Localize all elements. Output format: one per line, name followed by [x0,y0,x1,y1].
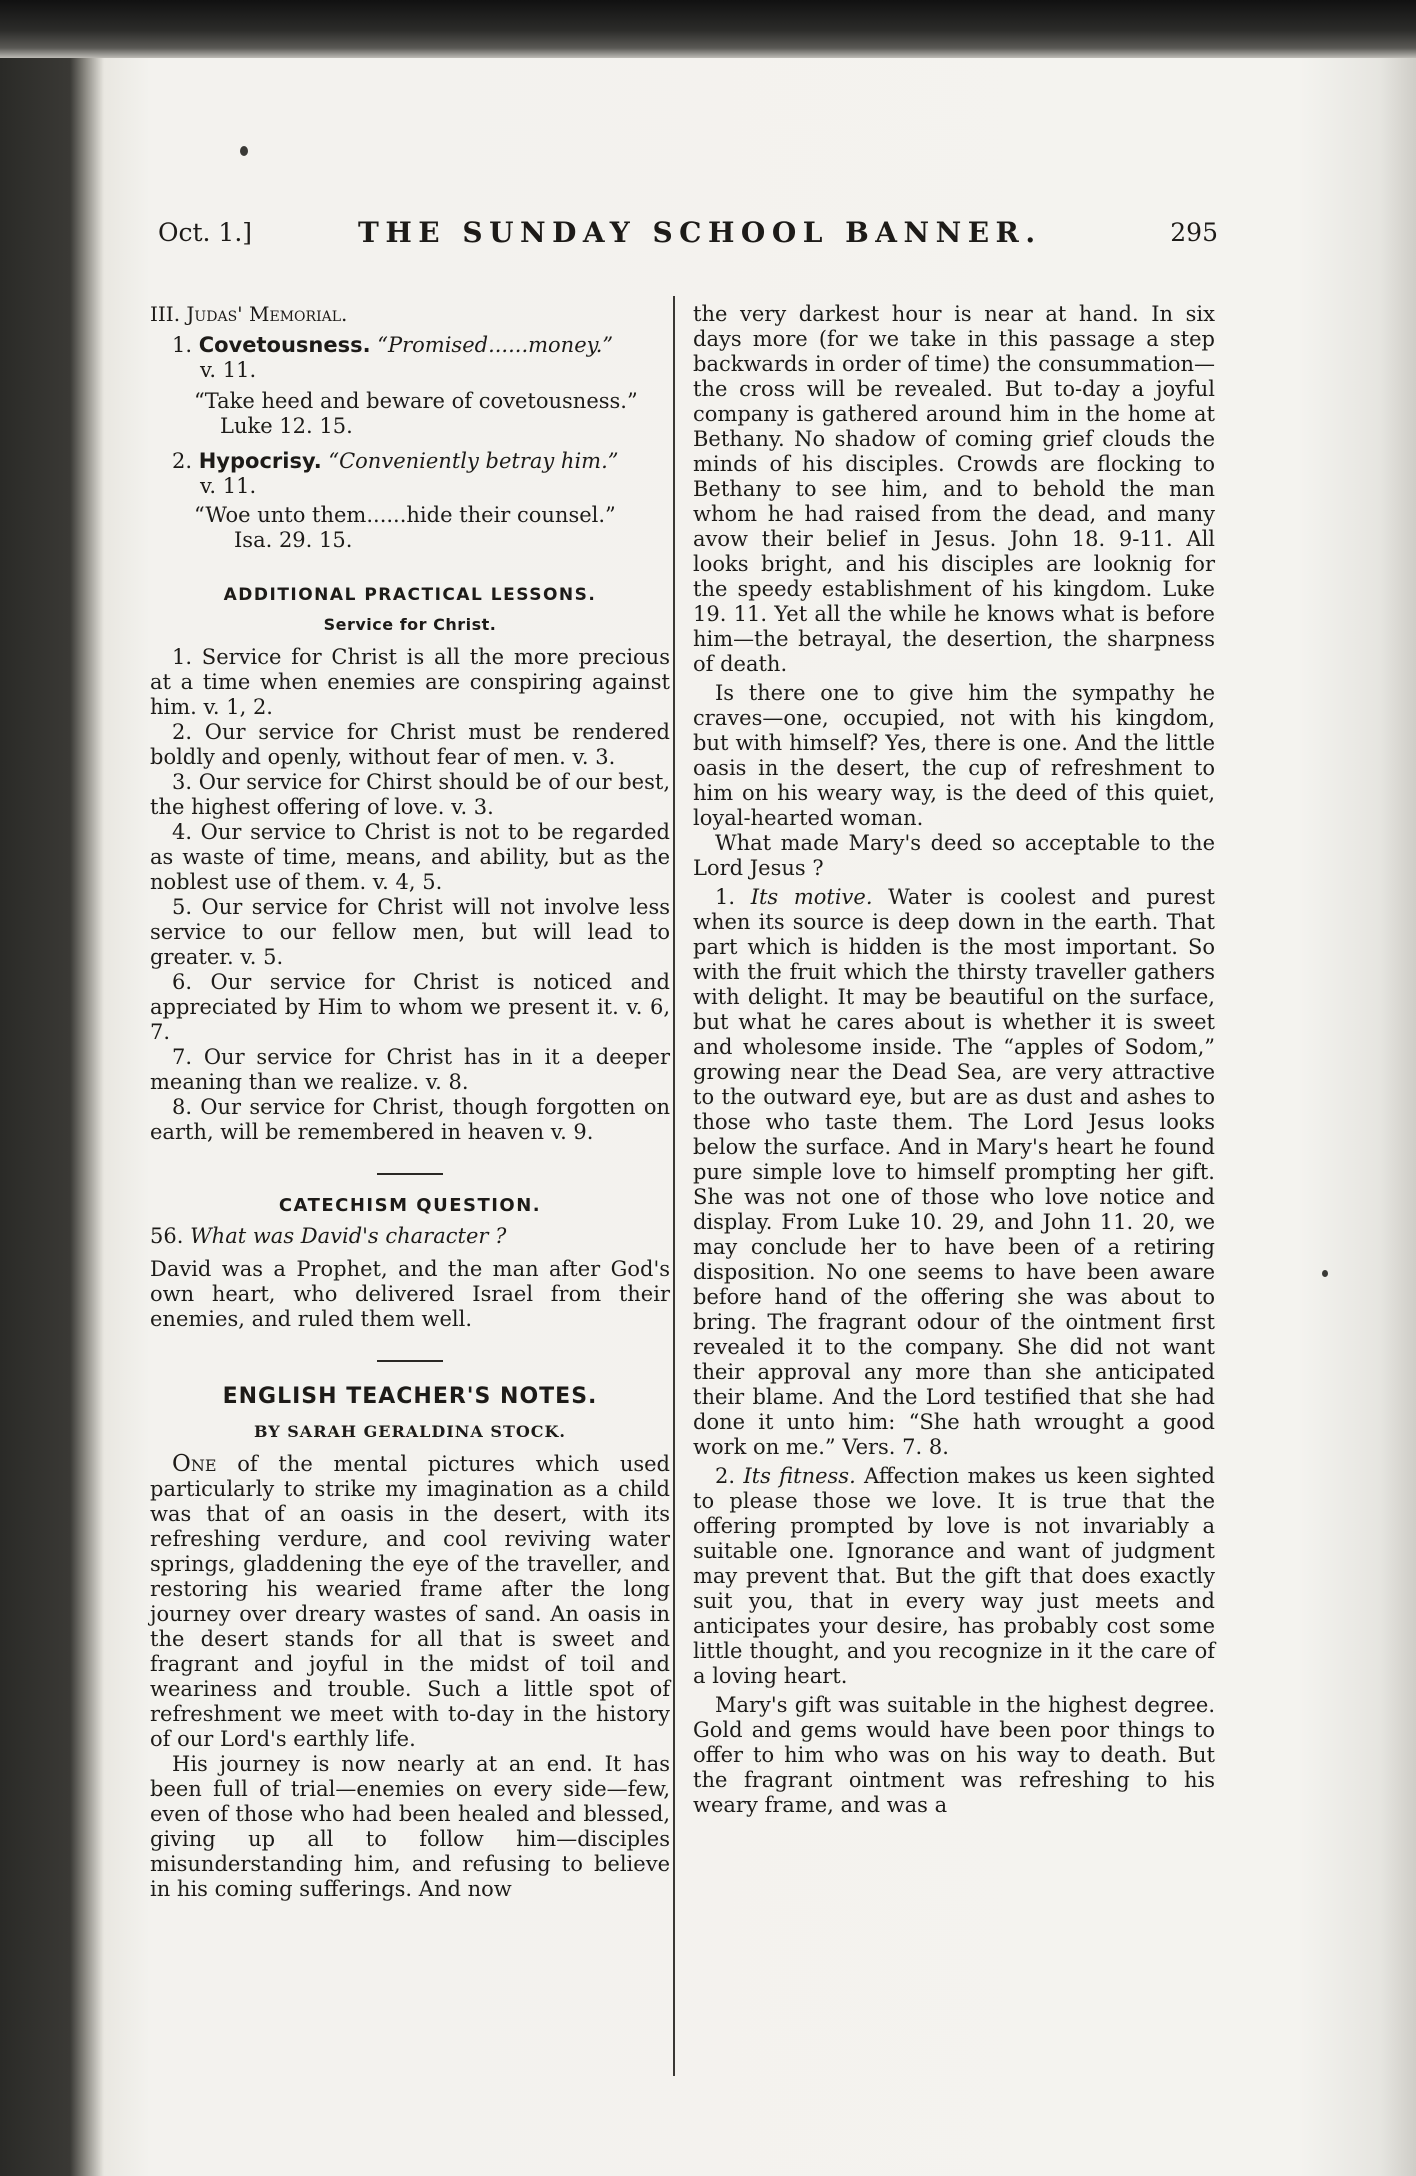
header-title: THE SUNDAY SCHOOL BANNER. [358,216,1042,249]
lesson-item: 7. Our service for Christ has in it a deeper meaning than we realize. v. 8. [150,1045,670,1094]
catechism-answer: David was a Prophet, and the man after God's own heart, who delivered Israel from their enemies, and ruled them well. [150,1257,670,1331]
section-rule [377,1360,443,1362]
header-date: Oct. 1.] [158,218,253,247]
notes-paragraph: His journey is now nearly at an end. It has been full of trial—enemies on every side—few, even of those who had been healed and blessed, giving up all to follow him—disciples misunderstanding him, and refusing to believe in his coming sufferings. And now [150,1752,670,1901]
lesson-item: 3. Our service for Chirst should be of our best, the highest offering of love. v. 3. [150,770,670,819]
notes-paragraph: 1. Its motive. Water is coolest and purest when its source is deep down in the earth. That part which is hidden is the most important. So with the fruit which the thirsty traveller gathers with delight. It may be beautiful on the surface, but what he cares about is whether it is sweet and wholesome inside. The “apples of Sodom,” growing near the Dead Sea, are very attractive to the outward eye, but are as dust and ashes to those who taste them. The Lord Jesus looks below the surface. And in Mary's heart he found pure simple love to himself prompting her gift. She was not one of those who love notice and display. From Luke 10. 29, and John 11. 20, we may conclude her to have been of a retiring disposition. No one seems to have been aware before hand of the offering she was about to bring. The fragrant odour of the ointment first revealed it to the company. She did not want their approval any more than she anticipated their blame. And the Lord testified that she had done it unto him: “She hath wrought a good work on me.” Vers. 7. 8. [693,885,1215,1459]
memorial-heading: III. Judas' Memorial. [150,302,348,326]
memorial-reference: Isa. 29. 15. [234,528,353,552]
lesson-item: 6. Our service for Christ is noticed and appreciated by Him to whom we present it. v. 6, 7. [150,970,670,1044]
column-divider [673,296,675,2076]
scan-top-edge [0,0,1416,58]
lesson-item: 1. Service for Christ is all the more precious at a time when enemies are conspiring against him. v. 1, 2. [150,645,670,719]
lesson-item: 5. Our service for Christ will not involve less service to our fellow men, but will lead to greater. v. 5. [150,895,670,969]
notes-paragraph: Mary's gift was suitable in the highest degree. Gold and gems would have been poor things to offer to him who was on his way to death. But the fragrant ointment was refreshing to his weary frame, and was a [693,1693,1215,1817]
speck [240,146,248,156]
speck [1322,1270,1328,1277]
notes-paragraph: 2. Its fitness. Affection makes us keen sighted to please those we love. It is true that the offering prompted by love is not invariably a suitable one. Ignorance and want of judgment may prevent that. But the gift that does exactly suit you, that in every way just meets and anticipates your desire, has probably cost some little thought, and you recognize in it the care of a loving heart. [693,1464,1215,1688]
lesson-item: 8. Our service for Christ, though forgotten on earth, will be remembered in heaven v. 9. [150,1095,670,1144]
left-column [150,302,670,1902]
memorial-point-2: 2. Hypocrisy. “Conveniently betray him.” [172,449,619,473]
right-column [693,302,1215,1818]
catechism-heading: CATECHISM QUESTION. [278,1195,542,1216]
page-number: 295 [1170,218,1218,247]
section-rule [377,1173,443,1175]
notes-paragraph: Is there one to give him the sympathy he craves—one, occupied, not with his kingdom, but with himself? Yes, there is one. And the little oasis in the desert, the cup of refreshment to him on his weary way, is the deed of this quiet, loyal-hearted woman. [693,681,1215,830]
notes-byline: BY SARAH GERALDINA STOCK. [254,1422,566,1441]
memorial-quote: “Take heed and beware of covetousness.” [194,389,638,413]
notes-paragraph: One of the mental pictures which used particularly to strike my imagination as a child was that of an oasis in the desert, with its refreshing verdure, and cool reviving water springs, gladdening the eye of the traveller, and restoring his wearied frame after the long journey over dreary wastes of sand. An oasis in the desert stands for all that is sweet and fragrant and joyful in the midst of toil and weariness and trouble. Such a little spot of refreshment we meet with to-day in the history of our Lord's earthly life. [150,1451,670,1751]
memorial-verse: v. 11. [200,358,257,382]
lessons-heading: ADDITIONAL PRACTICAL LESSONS. [223,585,597,605]
catechism-question: 56. What was David's character ? [150,1224,507,1248]
memorial-verse: v. 11. [200,474,257,498]
memorial-reference: Luke 12. 15. [220,414,353,438]
notes-paragraph: the very darkest hour is near at hand. In six days more (for we take in this passage a step backwards in order of time) the consummation—the cross will be revealed. But to-day a joyful company is gathered around him in the home at Bethany. No shadow of coming grief clouds the minds of his disciples. Crowds are flocking to Bethany to see him, and to behold the man whom he had raised from the dead, and many avow their belief in Jesus. John 18. 9-11. All looks bright, and his disciples are looknig for the speedy establishment of his kingdom. Luke 19. 11. Yet all the while he knows what is before him—the betrayal, the desertion, the sharpness of death. [693,302,1215,676]
notes-heading: ENGLISH TEACHER'S NOTES. [222,1384,598,1409]
memorial-quote: “Woe unto them......hide their counsel.” [194,503,616,527]
notes-paragraph: What made Mary's deed so acceptable to the Lord Jesus ? [693,831,1215,880]
memorial-point-1: 1. Covetousness. “Promised......money.” [172,333,614,357]
lessons-subheading: Service for Christ. [323,615,497,634]
running-header [158,218,1218,258]
lesson-item: 4. Our service to Christ is not to be regarded as waste of time, means, and ability, but as the noblest use of them. v. 4, 5. [150,820,670,894]
lesson-item: 2. Our service for Christ must be rendered boldly and openly, without fear of men. v. 3. [150,720,670,769]
